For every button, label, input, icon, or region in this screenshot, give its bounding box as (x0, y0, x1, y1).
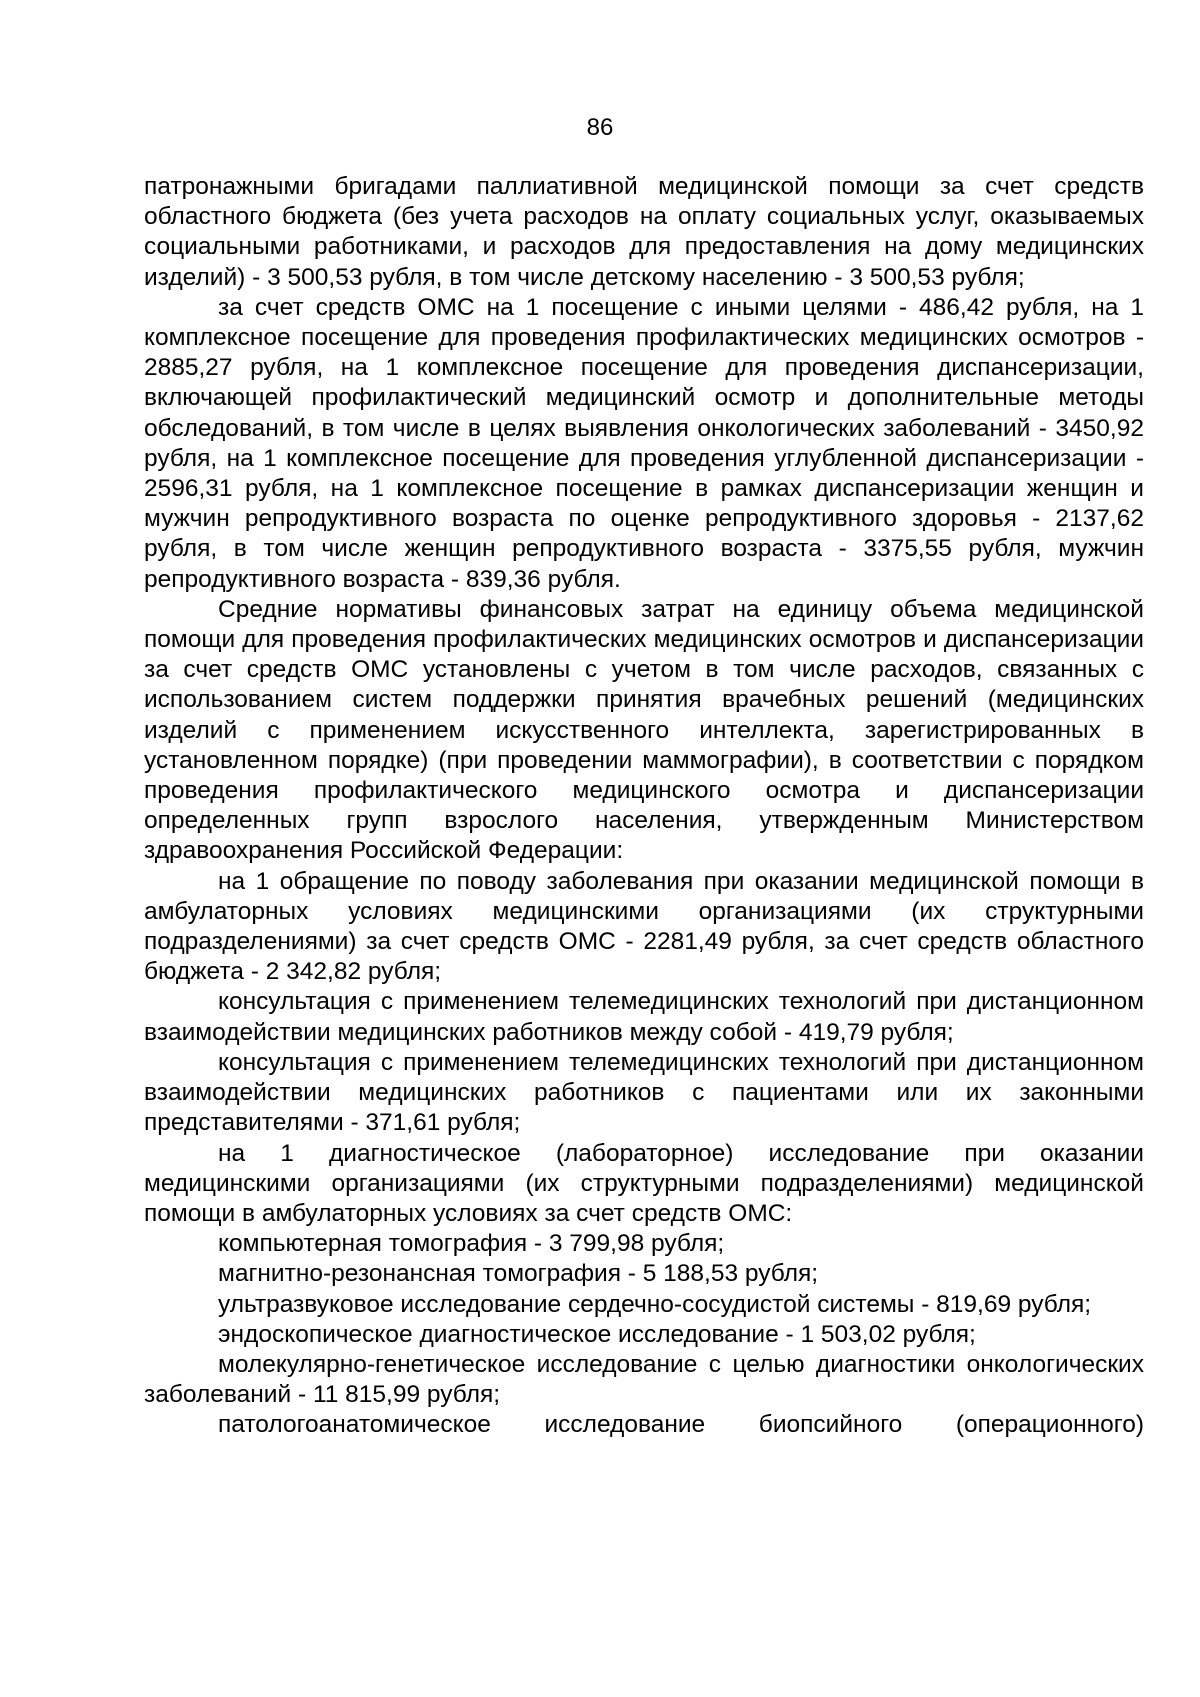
paragraph-oms-visits: за счет средств ОМС на 1 посещение с иными целями - 486,42 рубля, на 1 комплексное посещение для проведения профилактических медицинских осмотров - 2885,27 рубля, на 1 комплексное посещение для проведения диспансеризации, включающей профилактический медицинский осмотр и дополнительные методы обследований, в том числе в целях выявления онкологических заболеваний - 3450,92 рубля, на 1 комплексное посещение для проведения углубленной диспансеризации - 2596,31 рубля, на 1 комплексное посещение в рамках диспансеризации женщин и мужчин репродуктивного возраста по оценке репродуктивного здоровья - 2137,62 рубля, в том числе женщин репродуктивного возраста - 3375,55 рубля, мужчин репродуктивного возраста - 839,36 рубля. (144, 293, 1144, 593)
paragraph-diagnostic-study: на 1 диагностическое (лабораторное) исследование при оказании медицинскими организациями (их структурными подразделениями) медицинской помощи в амбулаторных условиях за счет средств ОМС: (144, 1139, 1144, 1227)
list-item-endoscopy: эндоскопическое диагностическое исследование - 1 503,02 рубля; (218, 1320, 976, 1348)
paragraph-telemedicine-patients: консультация с применением телемедицинских технологий при дистанционном взаимодействии медицинских работников с пациентами или их законными представителями - 371,61 рубля; (144, 1048, 1144, 1137)
list-item-ultrasound: ультразвуковое исследование сердечно-сосудистой системы - 819,69 рубля; (218, 1290, 1092, 1318)
paragraph-standards-note: Средние нормативы финансовых затрат на единицу объема медицинской помощи для проведения профилактических медицинских осмотров и диспансеризации за счет средств ОМС установлены с учетом в том числе расходов, связанных с использованием систем поддержки принятия врачебных решений (медицинских изделий с применением искусственного интеллекта, зарегистрированных в установленном порядке) (при проведении маммографии), в соответствии с порядком проведения профилактического медицинского осмотра и диспансеризации определенных групп взрослого населения, утвержденным Министерством здравоохранения Российской Федерации: (144, 595, 1144, 865)
paragraph-disease-appeal: на 1 обращение по поводу заболевания при оказании медицинской помощи в амбулаторных условиях медицинскими организациями (их структурными подразделениями) за счет средств ОМС - 2281,49 рубля, за счет средств областного бюджета - 2 342,82 рубля; (144, 867, 1144, 986)
list-item-ct: компьютерная томография - 3 799,98 рубля; (218, 1230, 725, 1258)
document-body (144, 172, 1144, 1441)
page-number: 86 (586, 114, 614, 141)
list-item-pathology: патологоанатомическое исследование биопсийного (операционного) (218, 1411, 1144, 1439)
paragraph-palliative-brigades: патронажными бригадами паллиативной медицинской помощи за счет средств областного бюджета (без учета расходов на оплату социальных услуг, оказываемых социальными работниками, и расходов для предоставления на дому медицинских изделий) - 3 500,53 рубля, в том числе детскому населению - 3 500,53 рубля; (144, 173, 1144, 291)
list-item-molecular-genetic: молекулярно-генетическое исследование с целью диагностики онкологических заболеваний - 11 815,99 рубля; (144, 1350, 1144, 1409)
list-item-mri: магнитно-резонансная томография - 5 188,53 рубля; (218, 1260, 819, 1288)
paragraph-telemedicine-workers: консультация с применением телемедицинских технологий при дистанционном взаимодействии медицинских работников между собой - 419,79 рубля; (144, 988, 1144, 1046)
